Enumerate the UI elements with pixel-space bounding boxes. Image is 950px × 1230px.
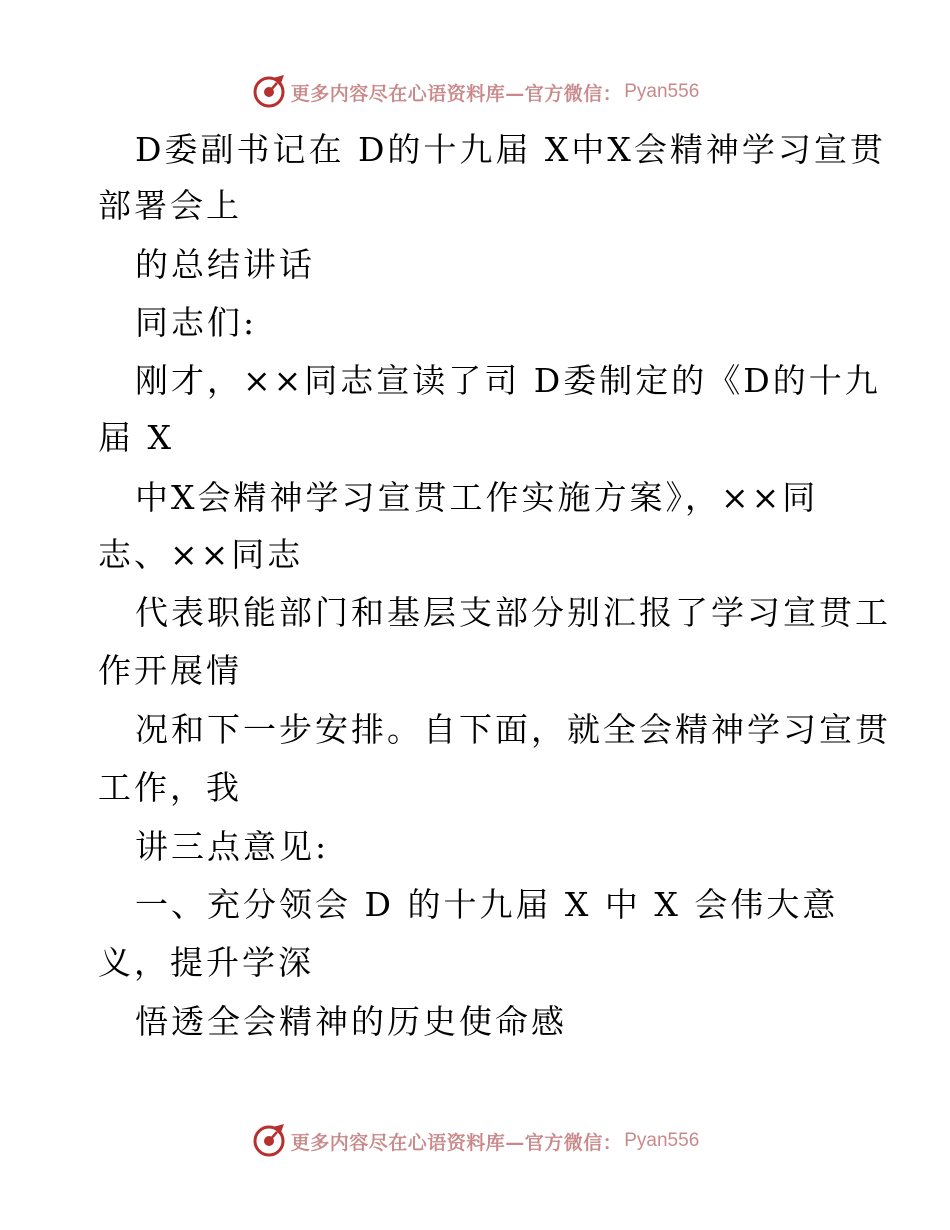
text-line: 的总结讲话 [135, 245, 315, 284]
text-line: 刚才，××同志宣读了司 D委制定的《D的十九 [135, 361, 881, 400]
text-line: 讲三点意见: [135, 827, 330, 866]
text-line: 作开展情 [98, 651, 242, 690]
text-line: 志、××同志 [98, 535, 304, 574]
text-line: 义，提升学深 [98, 943, 314, 982]
text-line: 同志们: [135, 303, 258, 342]
text-line: 代表职能部门和基层支部分别汇报了学习宣贯工 [135, 593, 891, 632]
text-line: 部署会上 [98, 186, 242, 225]
footer-watermark [0, 1121, 950, 1161]
header-watermark [0, 72, 950, 112]
text-line: 届 X [98, 418, 174, 457]
text-line: 中X会精神学习宣贯工作实施方案》，××同 [135, 478, 819, 517]
banner-wechat-id: Pyan556 [624, 1130, 700, 1151]
text-line: 一、充分领会 D 的十九届 X 中 X 会伟大意 [135, 885, 839, 924]
text-line: 悟透全会精神的历史使命感 [135, 1002, 567, 1041]
quill-seal-logo-icon [251, 1123, 287, 1159]
quill-seal-logo-icon [251, 74, 287, 110]
banner-text: 更多内容尽在心语资料库—官方微信： [290, 82, 623, 105]
text-line: 况和下一步安排。自下面，就全会精神学习宣贯 [135, 710, 891, 749]
banner-text: 更多内容尽在心语资料库—官方微信： [290, 1131, 623, 1154]
text-line: D委副书记在 D的十九届 X中X会精神学习宣贯 [135, 130, 886, 169]
text-line: 工作，我 [98, 768, 242, 807]
banner-wechat-id: Pyan556 [624, 81, 700, 102]
